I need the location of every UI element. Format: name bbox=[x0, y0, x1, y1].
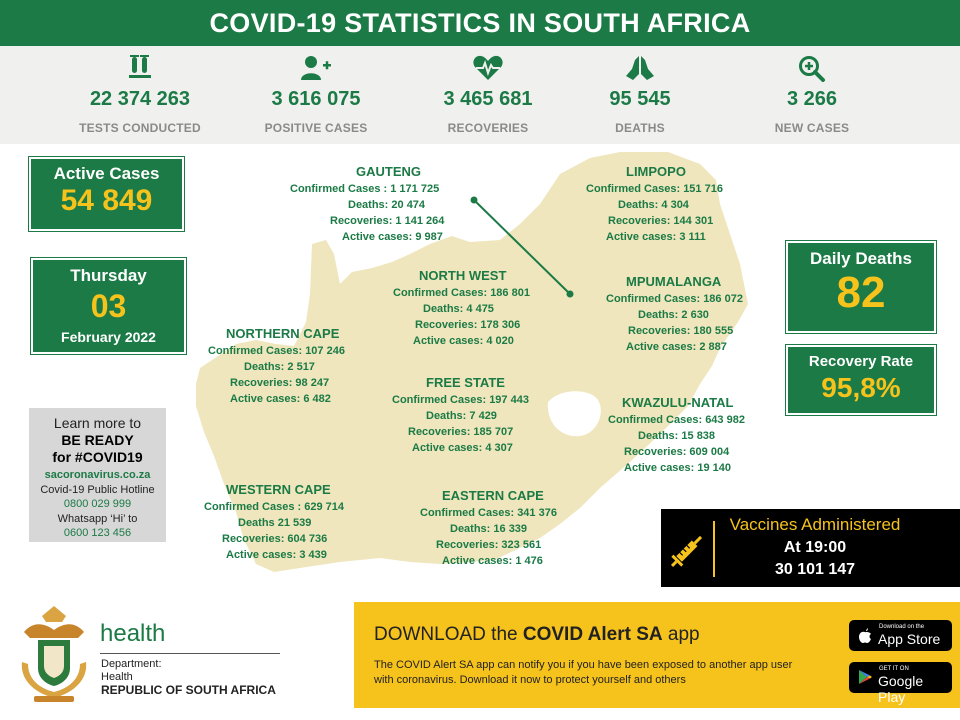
date-card bbox=[31, 258, 186, 354]
dept-line: Health bbox=[101, 671, 133, 683]
province-line: Deaths: 2 630 bbox=[638, 309, 709, 321]
province-limpopo bbox=[586, 163, 723, 245]
stat-new-cases bbox=[722, 46, 902, 135]
app-store-button[interactable] bbox=[849, 620, 952, 651]
province-line: Recoveries: 604 736 bbox=[222, 533, 328, 545]
pointer-dot bbox=[567, 291, 574, 298]
stat-label: DEATHS bbox=[615, 121, 665, 135]
province-line: Deaths: 15 838 bbox=[638, 430, 716, 442]
province-line: Active cases: 3 111 bbox=[606, 231, 706, 243]
province-line: Confirmed Cases: 643 982 bbox=[608, 414, 745, 426]
date-day: 03 bbox=[90, 288, 127, 324]
whatsapp-number[interactable]: 0600 123 456 bbox=[63, 527, 132, 539]
zoom-plus-icon bbox=[722, 50, 902, 86]
download-banner bbox=[354, 602, 960, 708]
province-line: Active cases: 9 987 bbox=[342, 231, 443, 243]
province-name: GAUTENG bbox=[356, 164, 421, 179]
divider bbox=[713, 521, 715, 577]
active-cases-value: 54 849 bbox=[60, 184, 153, 217]
country-name: REPUBLIC OF SOUTH AFRICA bbox=[101, 683, 276, 697]
province-line: Confirmed Cases: 151 716 bbox=[586, 183, 723, 195]
recovery-rate-value: 95,8% bbox=[821, 372, 901, 403]
province-line: Deaths: 2 517 bbox=[244, 361, 315, 373]
google-play-label: Google Play bbox=[878, 673, 924, 705]
dept-line: Department: bbox=[101, 658, 162, 670]
province-name: WESTERN CAPE bbox=[226, 482, 331, 497]
stat-value: 3 465 681 bbox=[443, 88, 533, 110]
province-line: Deaths 21 539 bbox=[238, 517, 312, 529]
province-line: Confirmed Cases: 186 072 bbox=[606, 293, 743, 305]
province-line: Recoveries: 178 306 bbox=[415, 319, 521, 331]
learn-more-line: for #COVID19 bbox=[52, 449, 143, 465]
province-line: Deaths: 4 304 bbox=[618, 199, 689, 211]
date-month-year: February 2022 bbox=[61, 329, 156, 345]
province-line: Recoveries: 98 247 bbox=[230, 377, 330, 389]
download-prefix: DOWNLOAD the bbox=[374, 624, 523, 645]
praying-hands-icon bbox=[550, 50, 730, 86]
province-line: Active cases: 4 020 bbox=[413, 335, 514, 347]
stat-value: 95 545 bbox=[609, 88, 671, 110]
province-line: Active cases: 19 140 bbox=[624, 462, 732, 474]
hotline-number[interactable]: 0800 029 999 bbox=[63, 498, 132, 510]
province-line: Deaths: 4 475 bbox=[423, 303, 494, 315]
download-app-name: COVID Alert SA bbox=[522, 624, 663, 645]
date-weekday: Thursday bbox=[70, 266, 147, 285]
province-name: NORTH WEST bbox=[419, 268, 507, 283]
daily-deaths-card bbox=[786, 241, 936, 333]
footer-branding bbox=[14, 600, 354, 710]
syringe-icon bbox=[669, 529, 709, 569]
download-description: The COVID Alert SA app can notify you if you have been exposed to another app user with coronavirus. Download it now to protect yourself and others bbox=[374, 659, 793, 686]
stat-value: 3 266 bbox=[786, 88, 838, 110]
department-text bbox=[101, 658, 276, 697]
province-eastern-cape bbox=[420, 487, 557, 569]
province-northern-cape bbox=[208, 325, 345, 407]
province-western-cape bbox=[204, 481, 344, 563]
province-north-west bbox=[393, 267, 530, 349]
province-line: Active cases: 6 482 bbox=[230, 393, 331, 405]
province-name: NORTHERN CAPE bbox=[226, 326, 340, 341]
province-line: Active cases: 1 476 bbox=[442, 555, 543, 567]
add-person-icon bbox=[226, 50, 406, 86]
download-heading bbox=[374, 624, 700, 646]
apple-icon bbox=[856, 626, 874, 644]
province-kwazulu-natal bbox=[608, 394, 745, 476]
google-play-button[interactable] bbox=[849, 662, 952, 705]
province-line: Deaths: 20 474 bbox=[348, 199, 426, 211]
province-line: Recoveries: 609 004 bbox=[624, 446, 730, 458]
stat-label: RECOVERIES bbox=[447, 121, 529, 135]
google-play-caption: GET IT ON bbox=[879, 666, 909, 672]
vaccines-value: 30 101 147 bbox=[774, 561, 856, 578]
daily-deaths-value: 82 bbox=[836, 268, 886, 317]
province-line: Active cases: 2 887 bbox=[626, 341, 727, 353]
province-line: Confirmed Cases : 1 171 725 bbox=[290, 183, 440, 195]
divider bbox=[100, 653, 280, 654]
province-line: Recoveries: 185 707 bbox=[408, 426, 514, 438]
stat-deaths bbox=[550, 46, 730, 135]
learn-more-line: Learn more to bbox=[53, 415, 142, 431]
stat-tests bbox=[50, 46, 230, 135]
province-mpumalanga bbox=[606, 273, 743, 355]
page-title: COVID-19 STATISTICS IN SOUTH AFRICA bbox=[0, 0, 960, 46]
stat-label: NEW CASES bbox=[774, 121, 850, 135]
province-line: Deaths: 16 339 bbox=[450, 523, 528, 535]
province-name: MPUMALANGA bbox=[626, 274, 722, 289]
recovery-rate-card bbox=[786, 345, 936, 415]
vaccines-title: Vaccines Administered bbox=[729, 515, 901, 534]
vaccines-time: At 19:00 bbox=[783, 539, 847, 556]
hotline-label: Covid-19 Public Hotline bbox=[40, 484, 155, 496]
province-line: Confirmed Cases: 197 443 bbox=[392, 394, 529, 406]
province-line: Recoveries: 1 141 264 bbox=[330, 215, 445, 227]
province-line: Recoveries: 144 301 bbox=[608, 215, 714, 227]
province-gauteng bbox=[290, 163, 444, 245]
vaccines-card bbox=[661, 509, 960, 587]
pointer-dot bbox=[471, 197, 478, 204]
stat-label: TESTS CONDUCTED bbox=[79, 121, 201, 135]
province-line: Active cases: 4 307 bbox=[412, 442, 513, 454]
recovery-rate-label: Recovery Rate bbox=[808, 353, 914, 370]
google-play-icon bbox=[856, 668, 874, 686]
province-name: FREE STATE bbox=[426, 375, 505, 390]
province-line: Recoveries: 180 555 bbox=[628, 325, 734, 337]
province-line: Confirmed Cases: 107 246 bbox=[208, 345, 345, 357]
app-store-caption: Download on the bbox=[879, 624, 925, 630]
province-free-state bbox=[392, 374, 529, 456]
province-line: Confirmed Cases: 341 376 bbox=[420, 507, 557, 519]
active-cases-label: Active Cases bbox=[53, 164, 160, 183]
province-line: Deaths: 7 429 bbox=[426, 410, 497, 422]
daily-deaths-label: Daily Deaths bbox=[809, 249, 913, 268]
app-store-label: App Store bbox=[878, 631, 941, 647]
test-tubes-icon bbox=[50, 50, 230, 86]
province-line: Active cases: 3 439 bbox=[226, 549, 327, 561]
stat-value: 3 616 075 bbox=[271, 88, 361, 110]
province-name: KWAZULU-NATAL bbox=[622, 395, 734, 410]
stat-value: 22 374 263 bbox=[89, 88, 191, 110]
active-cases-card bbox=[29, 157, 184, 231]
province-line: Recoveries: 323 561 bbox=[436, 539, 542, 551]
province-name: LIMPOPO bbox=[626, 164, 686, 179]
stat-label: POSITIVE CASES bbox=[264, 121, 368, 135]
coat-of-arms-icon bbox=[14, 602, 94, 706]
download-suffix: app bbox=[662, 624, 700, 645]
website-link[interactable]: sacoronavirus.co.za bbox=[44, 469, 151, 481]
province-line: Confirmed Cases : 629 714 bbox=[204, 501, 345, 513]
learn-more-line: BE READY bbox=[61, 432, 134, 448]
stat-positive bbox=[226, 46, 406, 135]
stats-band bbox=[0, 46, 960, 144]
learn-more-card bbox=[29, 408, 166, 542]
province-line: Confirmed Cases: 186 801 bbox=[393, 287, 530, 299]
health-wordmark: health bbox=[100, 620, 166, 647]
province-name: EASTERN CAPE bbox=[442, 488, 544, 503]
whatsapp-label: Whatsapp ‘Hi’ to bbox=[57, 513, 138, 525]
